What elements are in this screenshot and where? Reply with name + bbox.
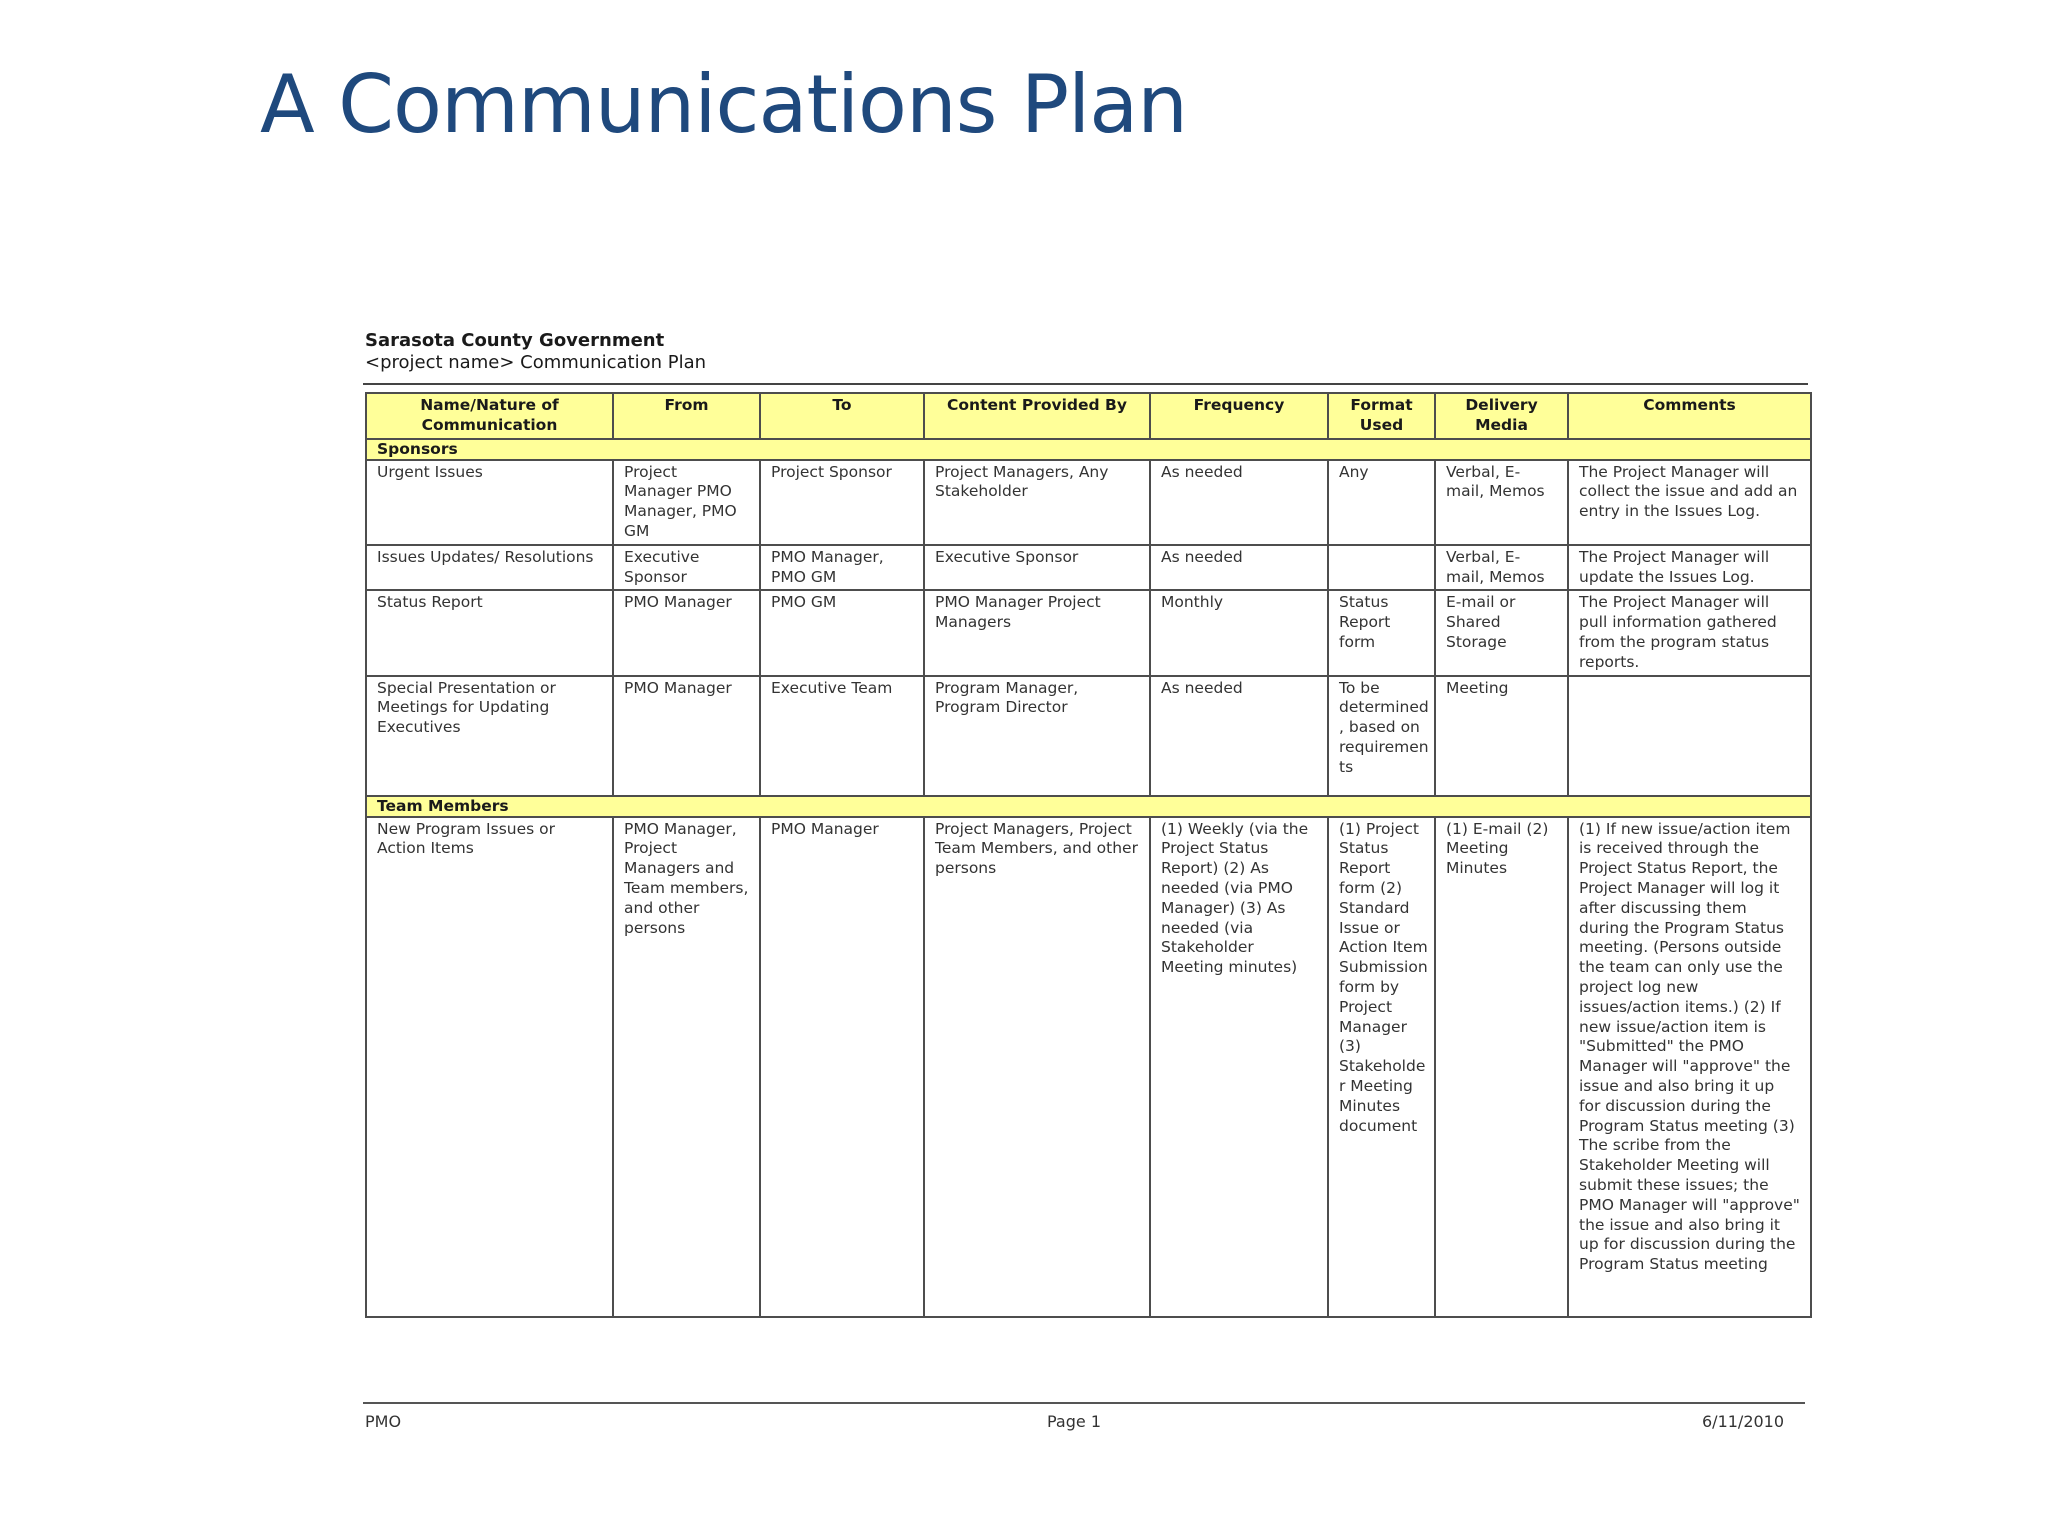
footer-page-number: Page 1 xyxy=(1047,1412,1101,1431)
table-header-row xyxy=(366,393,1811,439)
table-cell: Project Manager PMO Manager, PMO GM xyxy=(613,460,760,545)
table-cell: Status Report xyxy=(366,590,613,675)
column-header: Delivery Media xyxy=(1435,393,1568,439)
table-cell: The Project Manager will pull information gathered from the program status reports. xyxy=(1568,590,1811,675)
table-cell: Issues Updates/ Resolutions xyxy=(366,545,613,591)
table-cell: To be determined, based on requirements xyxy=(1328,676,1435,796)
table-cell: Verbal, E-mail, Memos xyxy=(1435,460,1568,545)
table-cell: Verbal, E-mail, Memos xyxy=(1435,545,1568,591)
table-cell: Program Manager, Program Director xyxy=(924,676,1150,796)
table-cell: PMO GM xyxy=(760,590,924,675)
table-cell xyxy=(1328,545,1435,591)
table-cell: As needed xyxy=(1150,676,1328,796)
table-row xyxy=(366,460,1811,545)
footer-left: PMO xyxy=(365,1412,402,1431)
column-header: Comments xyxy=(1568,393,1811,439)
table-row xyxy=(366,817,1811,1317)
table-cell: (1) Weekly (via the Project Status Report) (2) As needed (via PMO Manager) (3) As needed (via Stakeholder Meeting minutes) xyxy=(1150,817,1328,1317)
section-label: Sponsors xyxy=(366,439,1811,460)
table-row xyxy=(366,545,1811,591)
section-row-team-members xyxy=(366,796,1811,817)
table-cell: Project Managers, Any Stakeholder xyxy=(924,460,1150,545)
header-divider xyxy=(363,383,1808,385)
document-subtitle: <project name> Communication Plan xyxy=(365,352,707,373)
table-cell: Project Sponsor xyxy=(760,460,924,545)
section-label: Team Members xyxy=(366,796,1811,817)
column-header: From xyxy=(613,393,760,439)
table-cell: Monthly xyxy=(1150,590,1328,675)
table-cell: Urgent Issues xyxy=(366,460,613,545)
table-cell: Executive Sponsor xyxy=(613,545,760,591)
table-cell: As needed xyxy=(1150,460,1328,545)
footer-divider xyxy=(363,1402,1805,1404)
column-header: Format Used xyxy=(1328,393,1435,439)
column-header: Content Provided By xyxy=(924,393,1150,439)
column-header: Name/Nature of Communication xyxy=(366,393,613,439)
table-cell: PMO Manager xyxy=(613,590,760,675)
table-cell: (1) Project Status Report form (2) Standard Issue or Action Item Submission form by Project Manager (3) Stakeholder Meeting Minutes document xyxy=(1328,817,1435,1317)
column-header: Frequency xyxy=(1150,393,1328,439)
table-row xyxy=(366,676,1811,796)
table-cell: Executive Team xyxy=(760,676,924,796)
communication-plan-table xyxy=(365,392,1812,1318)
table-row xyxy=(366,590,1811,675)
table-cell: (1) E-mail (2) Meeting Minutes xyxy=(1435,817,1568,1317)
table-cell: Any xyxy=(1328,460,1435,545)
table-cell: The Project Manager will update the Issues Log. xyxy=(1568,545,1811,591)
section-row-sponsors xyxy=(366,439,1811,460)
table-cell: Project Managers, Project Team Members, and other persons xyxy=(924,817,1150,1317)
table-cell: PMO Manager xyxy=(613,676,760,796)
table-cell: Meeting xyxy=(1435,676,1568,796)
table-cell xyxy=(1568,676,1811,796)
table-cell: PMO Manager, Project Managers and Team members, and other persons xyxy=(613,817,760,1317)
table-cell: (1) If new issue/action item is received through the Project Status Report, the Project Manager will log it after discussing them during the Program Status meeting. (Persons outside the team can only use the project log new issues/action items.) (2) If new issue/action item is "Submitted" the PMO Manager will "approve" the issue and also bring it up for discussion during the Program Status meeting (3) The scribe from the Stakeholder Meeting will submit these issues; the PMO Manager will "approve" the issue and also bring it up for discussion during the Program Status meeting xyxy=(1568,817,1811,1317)
slide-title: A Communications Plan xyxy=(260,58,1188,151)
table-cell: New Program Issues or Action Items xyxy=(366,817,613,1317)
document-organization: Sarasota County Government xyxy=(365,330,665,351)
table-cell: As needed xyxy=(1150,545,1328,591)
table-cell: Special Presentation or Meetings for Updating Executives xyxy=(366,676,613,796)
table-cell: E-mail or Shared Storage xyxy=(1435,590,1568,675)
document-page xyxy=(355,310,1815,1450)
column-header: To xyxy=(760,393,924,439)
table-cell: PMO Manager, PMO GM xyxy=(760,545,924,591)
table-cell: PMO Manager xyxy=(760,817,924,1317)
footer-date: 6/11/2010 xyxy=(1702,1412,1785,1431)
table-cell: Executive Sponsor xyxy=(924,545,1150,591)
table-cell: Status Report form xyxy=(1328,590,1435,675)
table-cell: PMO Manager Project Managers xyxy=(924,590,1150,675)
table-cell: The Project Manager will collect the issue and add an entry in the Issues Log. xyxy=(1568,460,1811,545)
